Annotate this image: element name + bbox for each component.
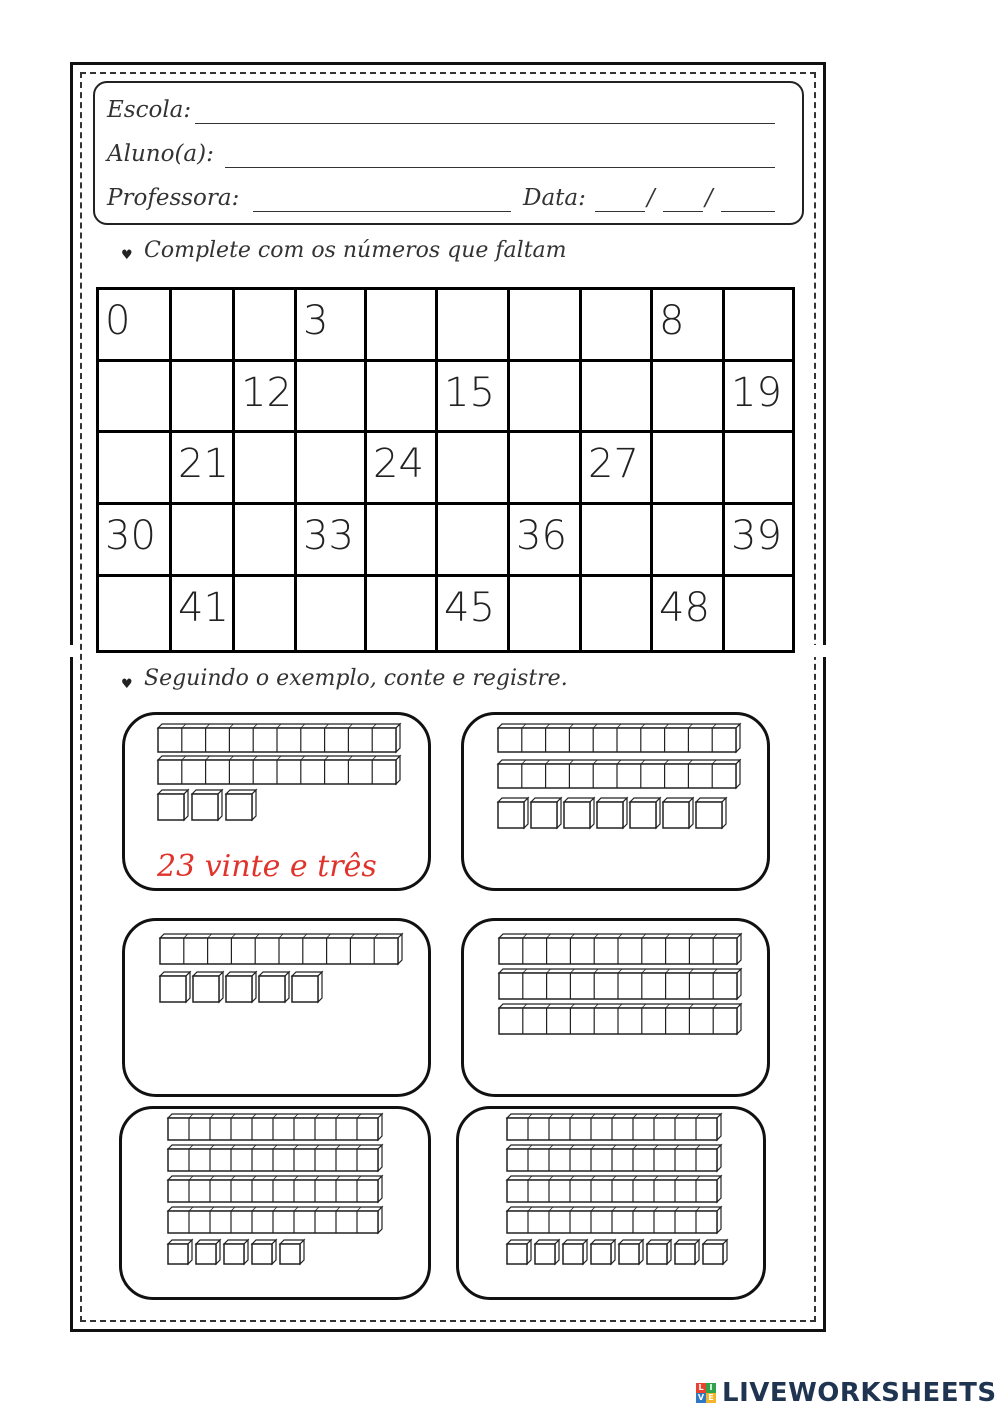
grid-cell-given: 19 xyxy=(725,362,792,433)
unit-cube xyxy=(564,798,594,828)
unit-cube xyxy=(703,1240,727,1264)
aluno-label: Aluno(a): xyxy=(107,141,214,167)
unit-cube xyxy=(498,798,528,828)
grid-cell-given: 27 xyxy=(582,433,653,505)
ten-rod xyxy=(507,1114,721,1140)
unit-cube xyxy=(168,1240,192,1264)
ten-rod xyxy=(168,1145,382,1171)
unit-cube xyxy=(224,1240,248,1264)
logo-letter: L xyxy=(696,1383,706,1393)
unit-cube xyxy=(160,972,190,1002)
unit-cube xyxy=(259,972,289,1002)
grid-cell-given: 3 xyxy=(297,290,367,362)
escola-label: Escola: xyxy=(107,97,192,123)
grid-cell-given: 39 xyxy=(725,505,792,577)
logo-letter: V xyxy=(697,1393,705,1402)
ten-rod xyxy=(499,1004,741,1034)
logo-letter: I xyxy=(706,1383,716,1393)
liveworksheets-logo-icon xyxy=(696,1383,716,1403)
unit-cube xyxy=(591,1240,615,1264)
unit-cube xyxy=(675,1240,699,1264)
unit-cube xyxy=(226,790,256,820)
unit-cube xyxy=(663,798,693,828)
ten-rod xyxy=(168,1207,382,1233)
unit-cube xyxy=(647,1240,671,1264)
unit-cube xyxy=(531,798,561,828)
ten-rod xyxy=(158,756,400,784)
unit-cube xyxy=(563,1240,587,1264)
grid-cell-given: 12 xyxy=(235,362,297,433)
ten-rod xyxy=(498,724,740,752)
grid-cell-given: 45 xyxy=(438,577,510,650)
unit-cube xyxy=(535,1240,559,1264)
unit-cube xyxy=(226,972,256,1002)
grid-cell-given: 41 xyxy=(172,577,235,650)
date-separator-1: / xyxy=(647,185,655,211)
brand-name: LIVEWORKSHEETS xyxy=(722,1378,997,1408)
ten-rod xyxy=(499,969,741,999)
ten-rod xyxy=(499,934,741,964)
unit-cube xyxy=(630,798,660,828)
data-label: Data: xyxy=(523,185,586,211)
liveworksheets-brand xyxy=(696,1378,997,1408)
grid-cell-given: 21 xyxy=(172,433,235,505)
grid-cell-given: 8 xyxy=(653,290,725,362)
ten-rod xyxy=(507,1176,721,1202)
grid-cell-given: 0 xyxy=(99,290,172,362)
unit-cube xyxy=(507,1240,531,1264)
grid-cell-given: 15 xyxy=(438,362,510,433)
unit-cube xyxy=(193,972,223,1002)
unit-cube xyxy=(597,798,627,828)
section1-instruction: Complete com os números que faltam xyxy=(144,238,567,263)
unit-cube xyxy=(158,790,188,820)
date-separator-2: / xyxy=(705,185,713,211)
ten-rod xyxy=(507,1207,721,1233)
unit-cube xyxy=(192,790,222,820)
unit-cube xyxy=(280,1240,304,1264)
unit-cube xyxy=(619,1240,643,1264)
grid-cell-given: 36 xyxy=(510,505,582,577)
ten-rod xyxy=(507,1145,721,1171)
unit-cube xyxy=(696,798,726,828)
grid-cell-given: 24 xyxy=(367,433,438,505)
grid-cell-given: 48 xyxy=(653,577,725,650)
unit-cube xyxy=(196,1240,220,1264)
grid-cell-given: 30 xyxy=(99,505,172,577)
grid-cell-given: 33 xyxy=(297,505,367,577)
section2-instruction: Seguindo o exemplo, conte e registre. xyxy=(144,666,568,691)
ten-rod xyxy=(168,1114,382,1140)
ten-rod xyxy=(158,724,400,752)
bullet-heart-icon: ♥ xyxy=(121,677,133,692)
ten-rod xyxy=(160,934,402,964)
ten-rod xyxy=(498,760,740,788)
unit-cube xyxy=(252,1240,276,1264)
unit-cube xyxy=(292,972,322,1002)
ten-rod xyxy=(168,1176,382,1202)
example-answer: 23 vinte e três xyxy=(157,849,377,884)
professora-label: Professora: xyxy=(107,185,240,211)
bullet-heart-icon: ♥ xyxy=(121,248,133,263)
logo-letter: E xyxy=(706,1393,716,1403)
